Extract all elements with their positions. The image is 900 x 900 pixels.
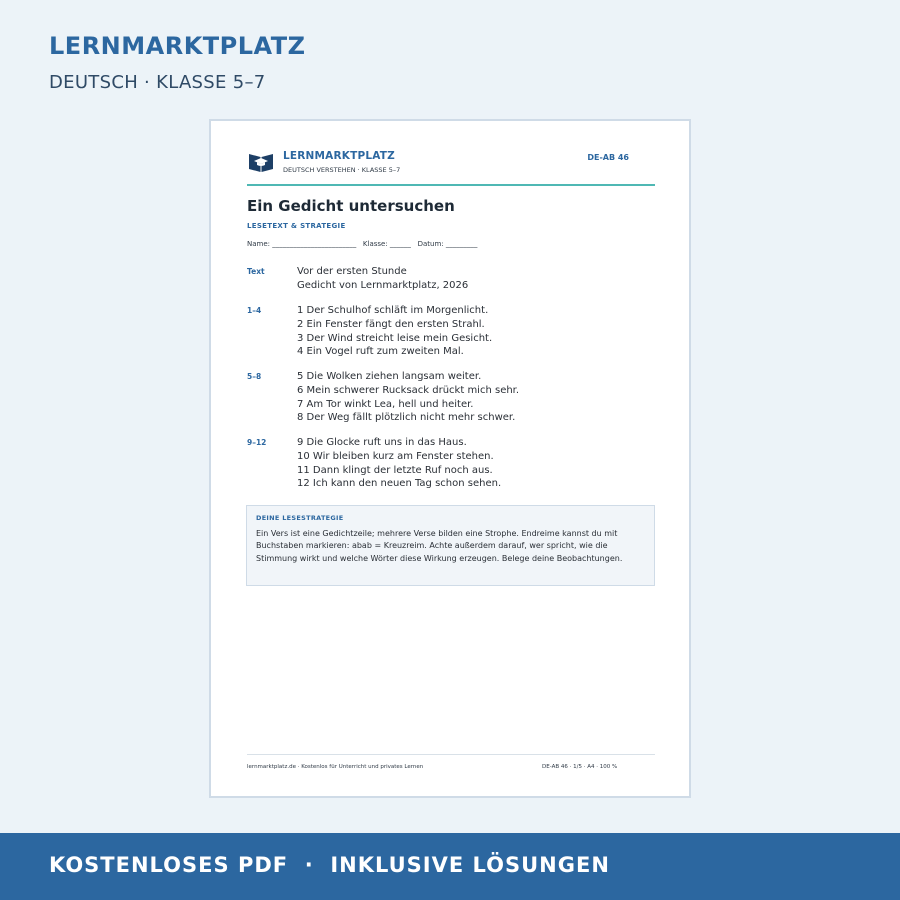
doc-code: DE-AB 46: [587, 153, 629, 162]
verse-line: 7 Am Tor winkt Lea, hell und heiter.: [297, 398, 474, 410]
book-graduation-cap-icon: [248, 151, 274, 173]
verse-line: 4 Ein Vogel ruft zum zweiten Mal.: [297, 346, 464, 358]
block-label-stanza-3: 9–12: [247, 438, 267, 447]
bottom-banner: [0, 833, 900, 900]
doc-title: Ein Gedicht untersuchen: [247, 197, 455, 215]
doc-section-label: LESETEXT & STRATEGIE: [247, 222, 346, 230]
footer-left: lernmarktplatz.de · Kostenlos für Unterricht und privates Lernen: [247, 764, 424, 770]
text-line: Gedicht von Lernmarktplatz, 2026: [297, 279, 469, 291]
verse-line: 5 Die Wolken ziehen langsam weiter.: [297, 371, 482, 382]
verse-line: 2 Ein Fenster fängt den ersten Strahl.: [297, 318, 485, 330]
header-divider: [247, 184, 655, 186]
worksheet-preview[interactable]: [209, 119, 691, 798]
page-brand-subtitle: DEUTSCH · KLASSE 5–7: [49, 72, 266, 93]
doc-brand: LERNMARKTPLATZ: [283, 150, 395, 162]
verse-line: 10 Wir bleiben kurz am Fenster stehen.: [297, 450, 494, 462]
verse-line: 6 Mein schwerer Rucksack drückt mich sehr.: [297, 384, 520, 396]
verse-line: 9 Die Glocke ruft uns in das Haus.: [297, 437, 467, 448]
name-class-date-fields: Name: ________________________ Klasse: ______ Datum: _________: [247, 240, 478, 248]
verse-line: 3 Der Wind streicht leise mein Gesicht.: [297, 332, 493, 344]
verse-line: 12 Ich kann den neuen Tag schon sehen.: [297, 478, 502, 490]
verse-line: 8 Der Weg fällt plötzlich nicht mehr schwer.: [297, 412, 516, 424]
text-line: Vor der ersten Stunde: [297, 266, 407, 277]
block-label-text: Text: [247, 267, 265, 276]
verse-line: 11 Dann klingt der letzte Ruf noch aus.: [297, 464, 493, 476]
footer-divider: [247, 754, 655, 755]
page-brand-title: LERNMARKTPLATZ: [49, 32, 306, 60]
block-label-stanza-1: 1–4: [247, 306, 262, 315]
stanza-2: [297, 370, 519, 425]
strategy-title: DEINE LESESTRATEGIE: [256, 514, 344, 522]
verse-line: 1 Der Schulhof schläft im Morgenlicht.: [297, 305, 489, 316]
stanza-3: [297, 436, 501, 491]
strategy-box: [246, 505, 655, 586]
banner-text: KOSTENLOSES PDF · INKLUSIVE LÖSUNGEN: [49, 853, 610, 877]
footer-right: DE-AB 46 · 1/5 · A4 · 100 %: [542, 764, 618, 770]
strategy-text: Ein Vers ist eine Gedichtzeile; mehrere Verse bilden eine Strophe. Endreime kannst du mit Buchstaben markieren: abab = Kreuzreim. Achte außerdem darauf, wer spricht, wie die Stimmung wirkt und welche Wörter diese Wirkung erzeugen. Belege deine Beobachtungen.: [256, 529, 623, 563]
stanza-1: [297, 304, 492, 359]
block-text-lines: [297, 265, 468, 293]
block-label-stanza-2: 5–8: [247, 372, 262, 381]
doc-brand-subtitle: DEUTSCH VERSTEHEN · KLASSE 5–7: [283, 166, 401, 174]
